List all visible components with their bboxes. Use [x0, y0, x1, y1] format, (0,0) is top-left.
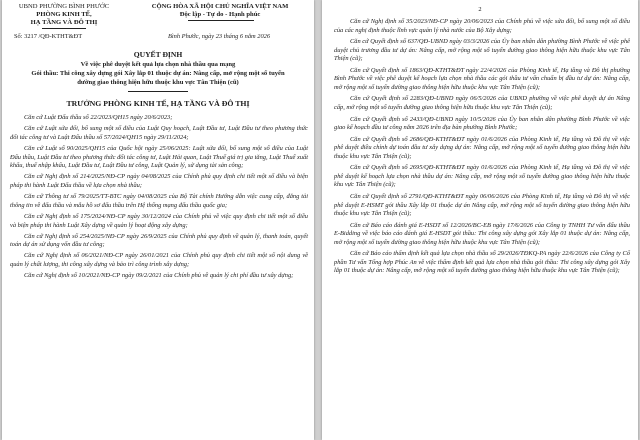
legal-basis: Căn cứ Báo cáo thẩm định kết quả lựa chọn nhà thầu số 29/2026/TĐKQ-PA ngày 22/6/2026 của Công ty Cổ phần Tư vấn Tổng hợp Phúc An về việc thẩm định kết quả lựa chọn nhà thầu gói thầu: Thi công xây dựng gói Xây lắp 01 thuộc dự án: Nâng cấp, mở rộng một số tuyến đường giao thông hiện hữu thuộc khu vực Tân Thiện (cũ); [334, 250, 630, 275]
document-number: Số: 3217 /QĐ-KTHT&ĐT [14, 33, 83, 40]
legal-basis: Căn cứ Nghị định số 35/2023/NĐ-CP ngày 20/06/2023 của Chính phủ về việc sửa đổi, bổ sung một số điều của các nghị định thuộc lĩnh vực quản lý nhà nước của Bộ Xây dựng; [334, 18, 630, 34]
legal-basis: Căn cứ Quyết định số 2695/QĐ-KTHT&ĐT ngày 01/6/2026 của Phòng Kinh tế, Hạ tầng và Đô thị về việc phê duyệt kế hoạch lựa chọn nhà thầu dự án: Nâng cấp, mở rộng một số tuyến đường giao thông hiện hữu thuộc khu vực Tân Thiện (cũ); [334, 164, 630, 189]
legal-basis: Căn cứ Quyết định số 2283/QĐ-UBND ngày 06/5/2026 của UBND phường về việc phê duyệt dự án Nâng cấp, mở rộng một số tuyến đường giao thông hiện hữu thuộc khu vực Tân Thiện (cũ); [334, 95, 630, 112]
legal-basis: Căn cứ Quyết định số 2791/QĐ-KTHT&ĐT ngày 06/06/2026 của Phòng Kinh tế, Hạ tầng và Đô thị về việc phê duyệt E-HSMT gói thầu Xây lắp 01 thuộc dự án Nâng cấp, mở rộng một số tuyến đường giao thông hiện hữu thuộc khu vực Tân Thiện (cũ); [334, 192, 630, 218]
document-subject: Về việc phê duyệt kết quả lựa chọn nhà thầu qua mạng [80, 61, 236, 68]
nation-line-1: CỘNG HÒA XÃ HỘI CHỦ NGHĨA VIỆT NAM [151, 3, 289, 10]
legal-basis: Căn cứ Quyết định số 2433/QĐ-UBND ngày 10/5/2026 của Ủy ban nhân dân phường Bình Phước về việc giao kế hoạch đầu tư công năm 2026 trên địa bàn phường Bình Phước; [334, 115, 630, 132]
legal-bases-right [334, 18, 630, 279]
bid-package: Gói thầu: Thi công xây dựng gói Xây lắp 01 thuộc dự án: Nâng cấp, mở rộng một số tuyến đường giao thông hiện hữu thuộc khu vực Tân Thiện (cũ) [31, 70, 285, 86]
document-page-2 [322, 0, 638, 440]
legal-basis: Căn cứ Nghị định số 214/2025/NĐ-CP ngày 04/08/2025 của Chính phủ quy định chi tiết một số điều và biện pháp thi hành Luật Đấu thầu về lựa chọn nhà thầu; [10, 173, 308, 189]
legal-basis: Căn cứ Quyết định số 1863/QĐ-KTHT&ĐT ngày 22/4/2026 của Phòng Kinh tế, Hạ tầng và Đô thị phường Bình Phước về việc phê duyệt kế hoạch lựa chọn nhà thầu các gói thầu tư vấn chuẩn bị đầu tư dự án: Nâng cấp, mở rộng một số tuyến đường giao thông hiện hữu thuộc khu vực Tân Thiện (cũ); [334, 66, 630, 91]
legal-basis: Căn cứ Quyết định số 637/QĐ-UBND ngày 03/3/2026 của Ủy ban nhân dân phường Bình Phước về việc phê duyệt chủ trương đầu tư dự án: Nâng cấp, mở rộng một số tuyến đường giao thông hiện hữu thuộc khu vực Tân Thiện (cũ); [334, 38, 630, 63]
agency-underline [42, 28, 86, 29]
legal-basis: Căn cứ Luật số 90/2025/QH15 của Quốc hội ngày 25/06/2025: Luật sửa đổi, bổ sung một số điều của Luật Đấu thầu, Luật Đầu tư theo phương thức đối tác công tư, Luật Hải quan, Luật Thuế giá trị gia tăng, Luật Thuế xuất khẩu, thuế nhập khẩu, Luật Đầu tư, Luật Đầu tư công, Luật Quản lý, sử dụng tài sản công; [10, 144, 308, 170]
legal-basis: Căn cứ Luật Đấu thầu số 22/2023/QH15 ngày 20/6/2023; [24, 114, 173, 121]
page-number: 2 [478, 6, 482, 13]
agency-line-1: UBND PHƯỜNG BÌNH PHƯỚC [18, 3, 110, 10]
legal-basis: Căn cứ Nghị định số 175/2024/NĐ-CP ngày 30/12/2024 của Chính phủ về việc quy định chi tiết một số điều và biện pháp thi hành Luật Xây dựng về quản lý hoạt động xây dựng; [10, 212, 308, 229]
issuing-agency [8, 3, 120, 27]
nation-line-2: Độc lập - Tự do - Hạnh phúc [179, 11, 261, 18]
document-page-1 [2, 0, 314, 440]
document-type: QUYẾT ĐỊNH [133, 50, 183, 59]
subject-underline [128, 91, 188, 92]
legal-basis: Căn cứ Nghị định số 06/2021/NĐ-CP ngày 26/01/2021 của Chính phủ quy định chi tiết một số nội dung về quản lý chất lượng, thi công xây dựng và bảo trì công trình xây dựng; [10, 252, 308, 269]
legal-basis: Căn cứ Nghị định số 254/2025/NĐ-CP ngày 26/9/2025 của Chính phủ quy định về quản lý, thanh toán, quyết toán dự án sử dụng vốn đầu tư công; [10, 232, 308, 249]
legal-basis: Căn cứ Nghị định số 10/2021/NĐ-CP ngày 09/2/2021 của Chính phủ về quản lý chi phí đầu tư xây dựng; [24, 272, 294, 280]
department-heading: TRƯỞNG PHÒNG KINH TẾ, HẠ TẦNG VÀ ĐÔ THỊ [66, 99, 250, 108]
national-motto [130, 3, 310, 19]
motto-underline [188, 20, 254, 21]
place-and-date: Bình Phước, ngày 23 tháng 6 năm 2026 [168, 33, 271, 40]
legal-bases-left [10, 114, 308, 283]
legal-basis: Căn cứ Quyết định số 2686/QĐ-KTHT&ĐT ngày 01/6/2026 của Phòng Kinh tế, Hạ tầng và Đô thị về việc phê duyệt điều chỉnh dự toán đầu tư xây dựng dự án: Nâng cấp, mở rộng một số tuyến đường giao thông hiện hữu thuộc khu vực Tân Thiện (cũ); [334, 135, 630, 160]
legal-basis: Căn cứ Thông tư số 79/2025/TT-BTC ngày 04/08/2025 của Bộ Tài chính Hướng dẫn việc cung cấp, đăng tải thông tin về đấu thầu và mẫu hồ sơ đấu thầu trên Hệ thống mạng đấu thầu quốc gia; [10, 193, 308, 209]
agency-line-3: HẠ TẦNG VÀ ĐÔ THỊ [30, 19, 98, 26]
legal-basis: Căn cứ Báo cáo đánh giá E-HSDT số 12/2026/BC-EB ngày 17/6/2026 của Công ty TNHH Tư vấn đấu thầu E-Bidding về việc báo cáo đánh giá E-HSDT gói thầu: Thi công xây dựng gói Xây lắp 01 thuộc dự án: Nâng cấp, mở rộng một số tuyến đường giao thông hiện hữu thuộc khu vực Tân Thiện (cũ); [334, 221, 630, 246]
legal-basis: Căn cứ Luật sửa đổi, bổ sung một số điều của Luật Quy hoạch, Luật Đầu tư, Luật Đầu tư theo phương thức đối tác công tư và Luật Đấu thầu số 57/2024/QH15 ngày 29/11/2024; [10, 125, 308, 141]
agency-line-2: PHÒNG KINH TẾ, [36, 11, 92, 18]
